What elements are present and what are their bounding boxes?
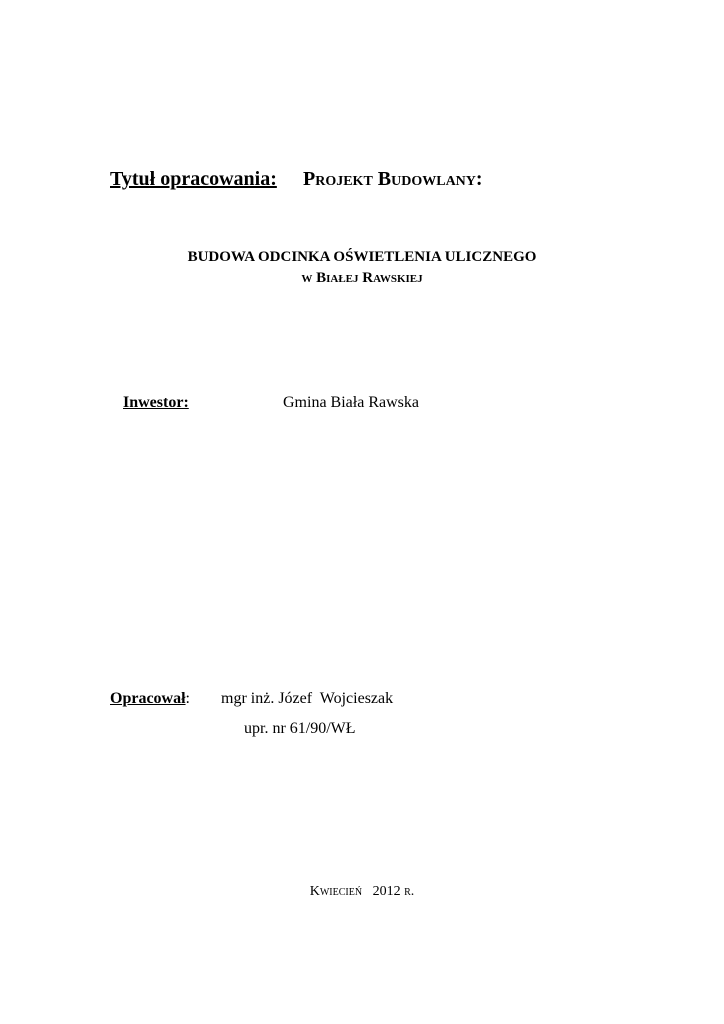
subject-line-1: BUDOWA ODCINKA OŚWIETLENIA ULICZNEGO bbox=[187, 249, 537, 265]
investor-value: Gmina Biała Rawska bbox=[283, 394, 419, 411]
author-label-group bbox=[110, 690, 190, 708]
author-license: upr. nr 61/90/WŁ bbox=[244, 720, 356, 737]
document-date: Kwiecień 2012 r. bbox=[309, 884, 415, 899]
author-label: Opracował bbox=[110, 690, 186, 707]
investor-label: Inwestor: bbox=[123, 394, 189, 411]
author-label-suffix: : bbox=[185, 690, 190, 707]
author-name: mgr inż. Józef Wojcieszak bbox=[221, 690, 394, 707]
title-value: Projekt Budowlany: bbox=[303, 168, 483, 190]
subject-line-2: w Białej Rawskiej bbox=[301, 270, 423, 286]
title-label: Tytuł opracowania: bbox=[110, 168, 277, 190]
